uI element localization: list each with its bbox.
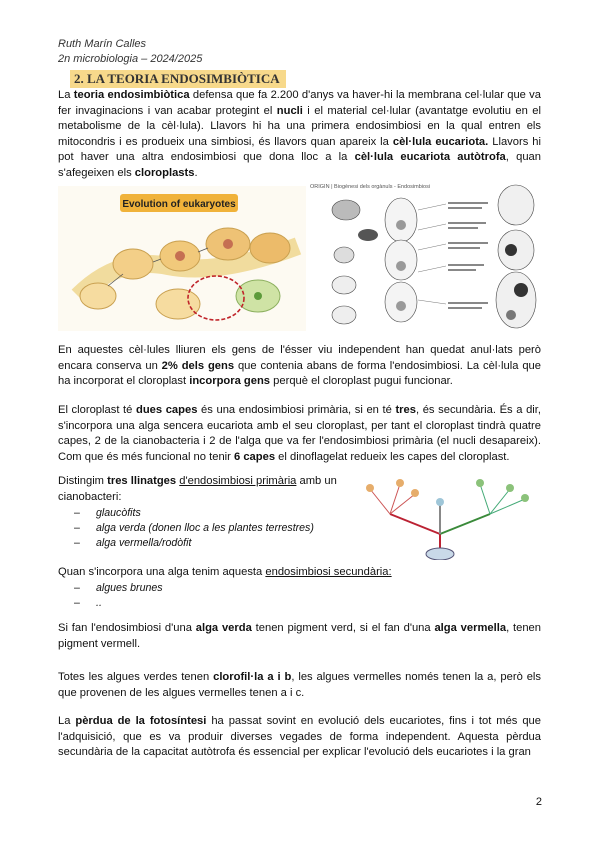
endosymbiosis-diagram bbox=[306, 180, 548, 340]
paragraph-lineages: Distingim tres llinatges d'endosimbiosi primària amb un cianobacteri: bbox=[58, 475, 337, 503]
header-course: 2n microbiologia – 2024/2025 bbox=[58, 53, 203, 65]
list-item: – .. bbox=[74, 597, 102, 609]
paragraph-genes: En aquestes cèl·lules lliuren els gens de l'ésser viu independent han quedat anul·lats però encara conserva un 2% dels gens que contenia abans de forma l'endosimbiosi. La cèl·lula que ha incorporat el cloroplast incorpora gens perquè el cloroplast pugui funcionar. bbox=[58, 344, 542, 388]
paragraph-pigments: Si fan l'endosimbiosi d'una alga verda tenen pigment verd, si el fan d'una alga vermella, tenen pigment vermell. bbox=[58, 622, 542, 650]
section-title: 2. LA TEORIA ENDOSIMBIÒTICA bbox=[70, 70, 286, 88]
list-item: – alga vermella/rodòfit bbox=[74, 537, 192, 549]
paragraph-photosynthesis-loss: La pèrdua de la fotosíntesi ha passat sovint en evolució dels eucariotes, fins i tot més que l'adquisició, que es va produir diverses vegades de forma independent. Aquesta pèrdua secundària de la capacitat autòtrofa és essencial per explicar l'evolució dels eucariotes i la gran bbox=[58, 715, 541, 759]
list-item: – alga verda (donen lloc a les plantes terrestres) bbox=[74, 522, 314, 534]
list-item: – algues brunes bbox=[74, 582, 163, 594]
primary-lineages-list bbox=[74, 506, 314, 551]
evolution-of-eukaryotes-figure bbox=[58, 186, 308, 331]
paragraph-secondary: Quan s'incorpora una alga tenim aquesta endosimbiosi secundària: bbox=[58, 566, 392, 578]
list-item: – glaucòfits bbox=[74, 507, 141, 519]
paragraph-chlorophyll: Totes les algues verdes tenen clorofil·la a i b, les algues vermelles només tenen la a, però els que provenen de les algues vermelles tenen a i c. bbox=[58, 671, 542, 699]
figure2-caption: ORIGIN | Biogènesi dels orgànuls - Endosimbiosi bbox=[310, 184, 431, 190]
secondary-list bbox=[74, 581, 163, 611]
paragraph-chloroplast-layers: El cloroplast té dues capes és una endosimbiosi primària, si en té tres, és secundària. És a dir, s'incorpora una alga sencera eucariota amb el seu cloroplast, per tant el cloroplast tindrà quatre capes, 2 de la cianobacteria i 2 de l'alga que va fer l'endosimbiosi primària (el nucli desapareix). Com que és més funcional no tenir 6 capes el dinoflagelat redueix les capes del cloroplast. bbox=[58, 404, 541, 463]
endosymbiosis-lineage-tree bbox=[360, 474, 542, 560]
page-number: 2 bbox=[535, 796, 542, 808]
figure1-title: Evolution of eukaryotes bbox=[122, 199, 236, 210]
header-author: Ruth Marín Calles bbox=[58, 38, 147, 50]
paragraph-intro: La teoria endosimbiòtica defensa que fa 2.200 d'anys va haver-hi la membrana cel·lular que va fer invaginacions i van acabar protegint el nucli i el material cel·lular (avantatge evolutiu en el metabolisme de la cèl·lula). Llavors hi ha una primera endosimbiosi en la qual entren els mitocondris i es produeix una simbiosi, és llavors quan apareix la cèl·lula eucariota. Llavors hi pot haver una altra endosimbiosi que dona lloc a la cèl·lula eucariota autòtrofa, quan s'afegeixen els cloroplasts. bbox=[58, 89, 541, 179]
